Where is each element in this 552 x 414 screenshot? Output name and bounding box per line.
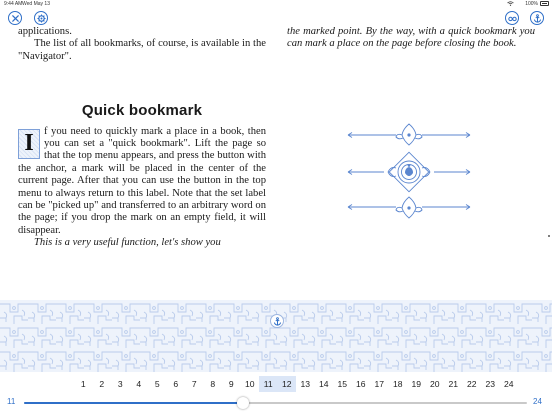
glasses-button[interactable] [505,11,519,25]
slider-thumb[interactable] [237,397,249,409]
page-number-1[interactable]: 1 [80,379,86,389]
close-icon [11,14,20,23]
paragraph-applications: applications. [18,26,72,37]
slider-min-label: 11 [7,397,16,406]
slider-max-label: 24 [533,397,542,406]
page-number-12[interactable]: 12 [278,376,297,392]
bottom-pattern [0,300,552,372]
anchor-icon [273,317,282,326]
paragraph-body: f you need to quickly mark a place in a book, then you can set a "quick bookmark". Lift the page so that the top menu appears, and press the button with the anchor, a mark will be placed in the center of the current page. After that you can use the button in the top menu to always return to this label. Note that the set label can be "picked up" and transferred to an arbitrary word on the page; if you drop the mark on an empty field, it will disappear. [18,125,266,236]
wifi-icon [507,1,514,6]
page-number-22[interactable]: 22 [466,379,477,389]
settings-icon [37,14,46,23]
close-button[interactable] [8,11,22,25]
page-number-14[interactable]: 14 [318,379,329,389]
page-number-10[interactable]: 10 [244,379,255,389]
edge-marker [548,235,550,237]
paragraph-navigator: The list of all bookmarks, of course, is available in the "Navigator". [18,38,266,62]
status-time: 9:44 AM [4,1,23,7]
status-bar [0,0,552,8]
page-number-3[interactable]: 3 [117,379,123,389]
section-heading: Quick bookmark [81,102,203,120]
page-number-21[interactable]: 21 [448,379,459,389]
battery-percent: 100% [525,1,538,7]
left-page [18,26,266,250]
page-number-list [74,376,518,392]
status-date: Wed May 13 [22,1,50,7]
page-number-6[interactable]: 6 [173,379,179,389]
page-number-24[interactable]: 24 [503,379,514,389]
slider-fill [24,402,243,404]
page-number-18[interactable]: 18 [392,379,403,389]
paragraph-marked-point: the marked point. By the way, with a quick bookmark you can mark a place on the page before closing the book. [287,26,535,50]
anchor-icon [533,14,542,23]
page-number-2[interactable]: 2 [99,379,105,389]
settings-button[interactable] [34,11,48,25]
paragraph-quick-bookmark [18,126,266,238]
page-number-15[interactable]: 15 [337,379,348,389]
page-number-19[interactable]: 19 [411,379,422,389]
page-slider[interactable] [24,402,527,404]
page-number-20[interactable]: 20 [429,379,440,389]
page-number-9[interactable]: 9 [228,379,234,389]
right-page [287,26,535,51]
page-number-4[interactable]: 4 [136,379,142,389]
page-number-17[interactable]: 17 [374,379,385,389]
glasses-icon [508,14,517,23]
page-number-11[interactable]: 11 [259,376,278,392]
page-number-7[interactable]: 7 [191,379,197,389]
anchor-bookmark-button[interactable] [270,314,284,328]
ornament-illustration [346,123,472,221]
page-number-16[interactable]: 16 [355,379,366,389]
battery-icon [540,1,549,6]
drop-cap: I [18,129,40,159]
page-number-13[interactable]: 13 [300,379,311,389]
page-number-23[interactable]: 23 [485,379,496,389]
paragraph-italic: This is a very useful function, let's show you [34,237,221,249]
page-number-5[interactable]: 5 [154,379,160,389]
page-number-8[interactable]: 8 [210,379,216,389]
anchor-button[interactable] [530,11,544,25]
